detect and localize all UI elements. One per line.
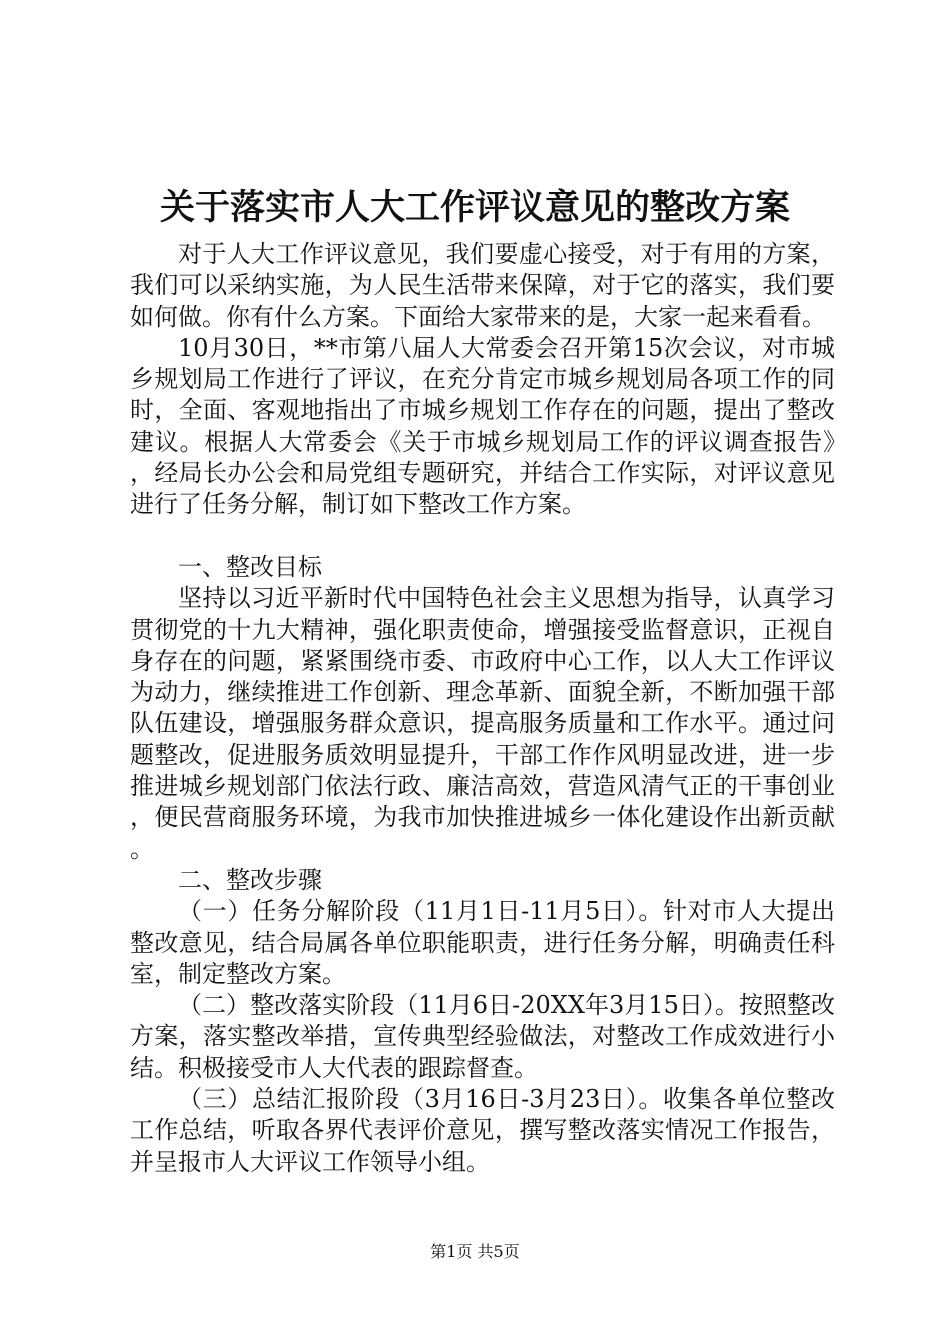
- section-heading-steps: 二、整改步骤: [178, 865, 322, 894]
- step-three-paragraph: （三）总结汇报阶段（3月16日-3月23日）。收集各单位整改工作总结，听取各界代表评价意见，撰写整改落实情况工作报告，并呈报市人大评议工作领导小组。: [130, 1085, 835, 1176]
- step-two-paragraph: （二）整改落实阶段（11月6日-20XX年3月15日）。按照整改方案，落实整改举措，宣传典型经验做法，对整改工作成效进行小结。积极接受市人大代表的跟踪督查。: [130, 991, 835, 1082]
- document-title: 关于落实市人大工作评议意见的整改方案: [159, 187, 790, 228]
- page-footer: 第1页 共5页: [430, 1242, 520, 1261]
- step-one-paragraph: （一）任务分解阶段（11月1日-11月5日）。针对市人大提出整改意见，结合局属各单位职能职责，进行任务分解，明确责任科室，制定整改方案。: [130, 897, 835, 988]
- background-paragraph: 10月30日，**市第八届人大常委会召开第15次会议，对市城乡规划局工作进行了评议，在充分肯定市城乡规划局各项工作的同时，全面、客观地指出了市城乡规划工作存在的问题，提出了整改建议。根据人大常委会《关于市城乡规划局工作的评议调查报告》，经局长办公会和局党组专题研究，并结合工作实际，对评议意见进行了任务分解，制订如下整改工作方案。: [130, 333, 835, 519]
- goals-paragraph: 坚持以习近平新时代中国特色社会主义思想为指导，认真学习贯彻党的十九大精神，强化职责使命，增强接受监督意识，正视自身存在的问题，紧紧围绕市委、市政府中心工作，以人大工作评议为动力，继续推进工作创新、理念革新、面貌全新，不断加强干部队伍建设，增强服务群众意识，提高服务质量和工作水平。通过问题整改，促进服务质效明显提升，干部工作作风明显改进，进一步推进城乡规划部门依法行政、廉洁高效，营造风清气正的干事创业，便民营商服务环境，为我市加快推进城乡一体化建设作出新贡献。: [130, 584, 835, 863]
- section-heading-goals: 一、整改目标: [178, 552, 322, 581]
- document-body: [130, 239, 835, 1178]
- intro-paragraph: 对于人大工作评议意见，我们要虚心接受，对于有用的方案，我们可以采纳实施，为人民生活带来保障，对于它的落实，我们要如何做。你有什么方案。下面给大家带来的是，大家一起来看看。: [130, 240, 835, 331]
